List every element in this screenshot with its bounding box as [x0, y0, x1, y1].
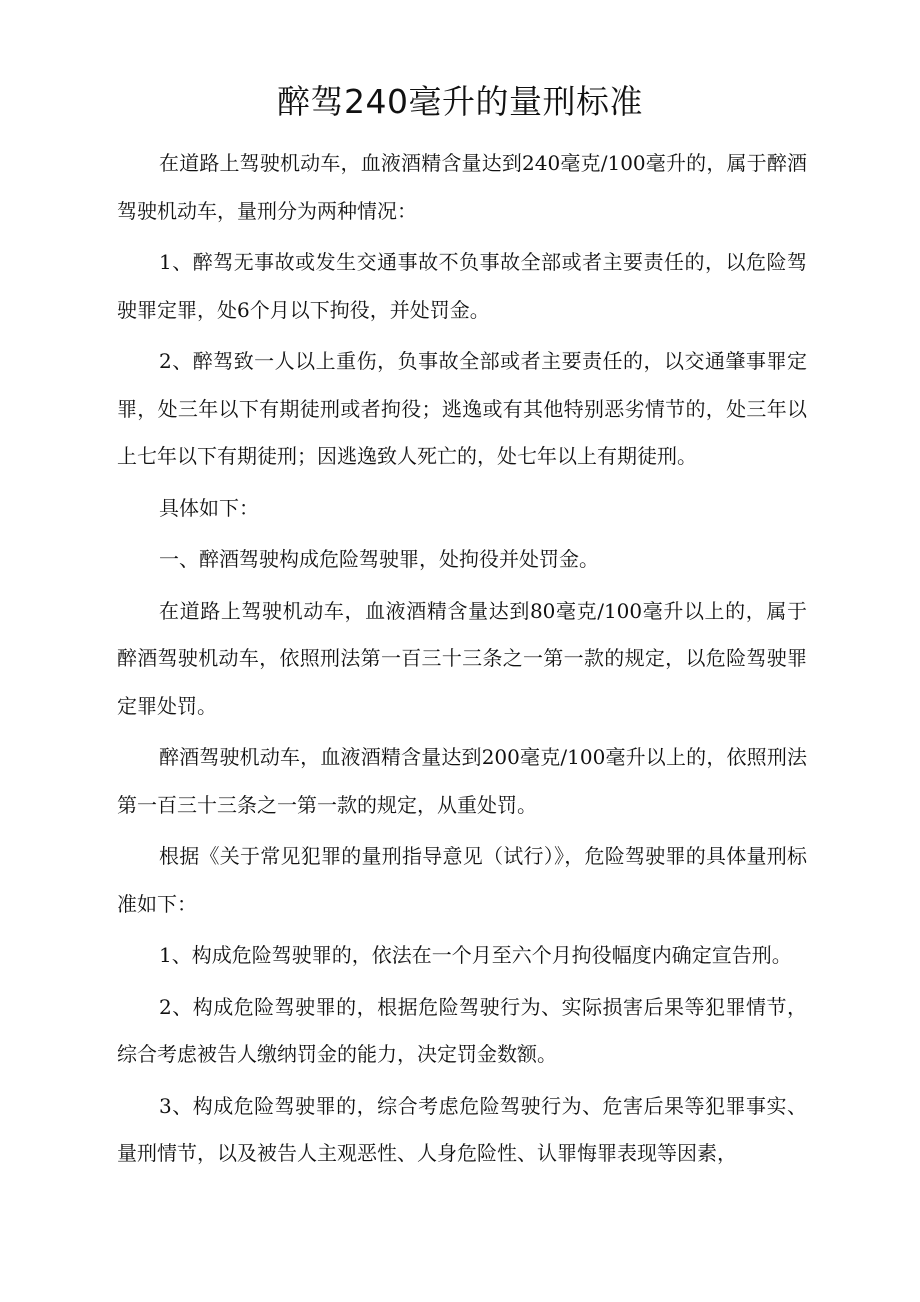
document-title: 醉驾240毫升的量刑标准 — [277, 82, 643, 121]
paragraph-200mg-rule: 醉酒驾驶机动车，血液酒精含量达到200毫克/100毫升以上的，依照刑法第一百三十三条之一第一款的规定，从重处罚。 — [117, 745, 807, 817]
paragraph-guideline-3: 3、构成危险驾驶罪的，综合考虑危险驾驶行为、危害后果等犯罪事实、量刑情节，以及被告人主观恶性、人身危险性、认罪悔罪表现等因素， — [117, 1093, 807, 1165]
paragraph-case-1: 1、醉驾无事故或发生交通事故不负事故全部或者主要责任的，以危险驾驶罪定罪，处6个月以下拘役，并处罚金。 — [117, 250, 807, 322]
paragraph-case-2: 2、醉驾致一人以上重伤，负事故全部或者主要责任的，以交通肇事罪定罪，处三年以下有期徒刑或者拘役；逃逸或有其他特别恶劣情节的，处三年以上七年以下有期徒刑；因逃逸致人死亡的，处七年以上有期徒刑。 — [117, 349, 807, 468]
paragraph-80mg-rule: 在道路上驾驶机动车，血液酒精含量达到80毫克/100毫升以上的，属于醉酒驾驶机动车，依照刑法第一百三十三条之一第一款的规定，以危险驾驶罪定罪处罚。 — [117, 598, 807, 718]
document-body — [117, 140, 807, 1178]
paragraph-guideline-1: 1、构成危险驾驶罪的，依法在一个月至六个月拘役幅度内确定宣告刑。 — [159, 943, 792, 967]
paragraph-guideline-2: 2、构成危险驾驶罪的，根据危险驾驶行为、实际损害后果等犯罪情节，综合考虑被告人缴纳罚金的能力，决定罚金数额。 — [117, 994, 807, 1066]
paragraph-sentencing-guideline: 根据《关于常见犯罪的量刑指导意见（试行）》，危险驾驶罪的具体量刑标准如下： — [117, 844, 807, 916]
paragraph-section-1-heading: 一、醉酒驾驶构成危险驾驶罪，处拘役并处罚金。 — [159, 547, 599, 571]
paragraph-intro: 在道路上驾驶机动车，血液酒精含量达到240毫克/100毫升的，属于醉酒驾驶机动车，量刑分为两种情况： — [117, 151, 807, 223]
paragraph-details-heading: 具体如下： — [159, 495, 259, 520]
